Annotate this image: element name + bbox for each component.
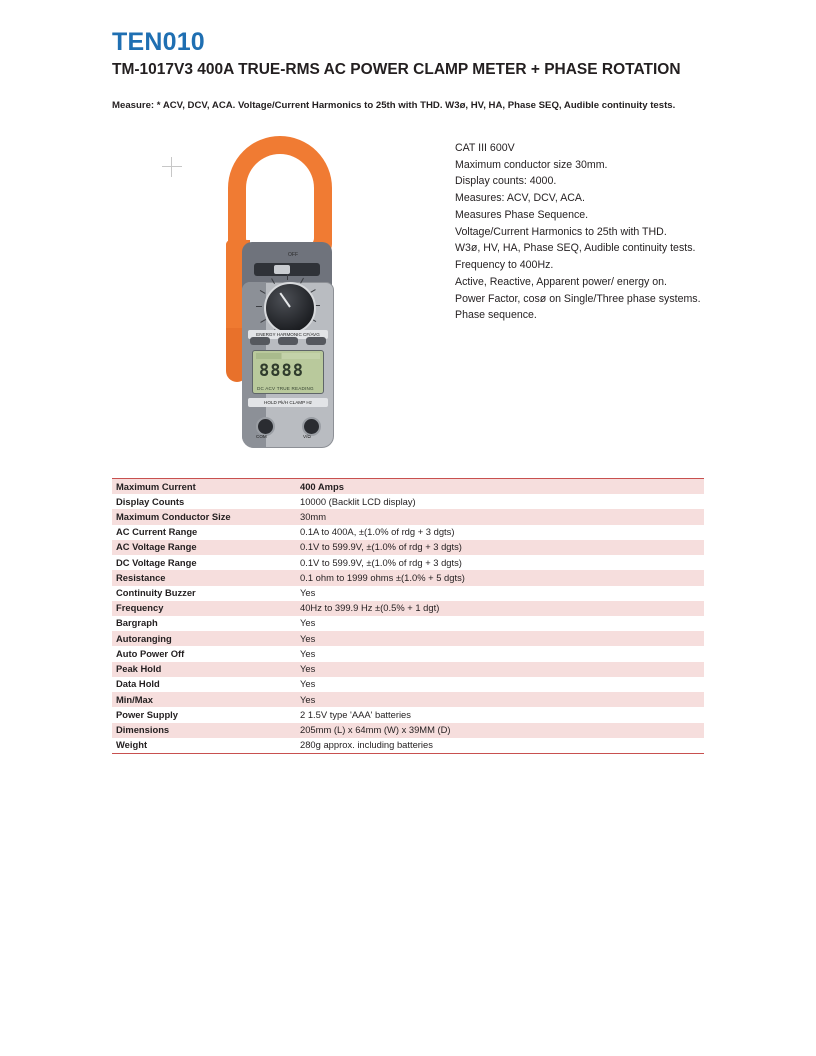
feature-list [455,140,705,324]
feature-item: Power Factor, cosø on Single/Three phase systems. [455,292,701,305]
clamp-meter-illustration [190,132,370,452]
spec-value: 0.1A to 400A, ±(1.0% of rdg + 3 dgts) [296,525,704,540]
spec-table-body [112,479,704,754]
spec-value: 2 1.5V type 'AAA' batteries [296,707,704,722]
spec-value: 205mm (L) x 64mm (W) x 39MM (D) [296,723,704,738]
spec-key: Weight [112,738,296,754]
spec-value: 10000 (Backlit LCD display) [296,494,704,509]
spec-value: Yes [296,616,704,631]
table-row [112,570,704,585]
lcd-annunciators: DC ACV TRUE READING [257,386,314,391]
feature-item: Measures Phase Sequence. [455,208,589,221]
spec-key: Peak Hold [112,662,296,677]
spec-key: Maximum Conductor Size [112,509,296,524]
lcd-display [252,350,324,394]
table-row [112,525,704,540]
spec-value: Yes [296,646,704,661]
dial-pointer [279,293,290,308]
spec-value: Yes [296,662,704,677]
feature-item: Frequency to 400Hz. [455,259,554,272]
spec-value: Yes [296,677,704,692]
spec-value: 30mm [296,509,704,524]
table-row [112,601,704,616]
spec-value: 0.1 ohm to 1999 ohms ±(1.0% + 5 dgts) [296,570,704,585]
feature-item: Phase sequence. [455,309,537,322]
spec-value: 0.1V to 599.9V, ±(1.0% of rdg + 3 dgts) [296,540,704,555]
feature-item: Maximum conductor size 30mm. [455,158,608,171]
table-row [112,540,704,555]
spec-key: Power Supply [112,707,296,722]
spec-value: Yes [296,586,704,601]
crosshair-icon [162,157,182,177]
spec-key: AC Current Range [112,525,296,540]
off-label: OFF [288,252,298,258]
feature-item: CAT III 600V [455,142,515,154]
footer-strip: HOLD Pk/H CLAMP Hz [248,398,328,407]
lcd-value: 8888 [259,361,304,381]
jack-label-com: COM [256,434,267,439]
feature-item: Active, Reactive, Apparent power/ energy on. [455,275,667,288]
rotary-dial [264,282,316,334]
table-row [112,738,704,754]
spec-key: Display Counts [112,494,296,509]
spec-key: Frequency [112,601,296,616]
table-row [112,707,704,722]
spec-value: 0.1V to 599.9V, ±(1.0% of rdg + 3 dgts) [296,555,704,570]
spec-key: Data Hold [112,677,296,692]
table-row [112,494,704,509]
table-row [112,723,704,738]
table-row [112,509,704,524]
jack-label-v-ohm: V/Ω [303,434,311,439]
button-row [250,337,326,346]
table-row [112,479,704,495]
clamp-jaw-opening [246,154,314,246]
table-row [112,555,704,570]
feature-item: Measures: ACV, DCV, ACA. [455,192,585,205]
spec-value: Yes [296,692,704,707]
spec-key: AC Voltage Range [112,540,296,555]
spec-key: Resistance [112,570,296,585]
spec-key: Continuity Buzzer [112,586,296,601]
spec-key: Bargraph [112,616,296,631]
table-row [112,646,704,661]
spec-key: Auto Power Off [112,646,296,661]
feature-item: Display counts: 4000. [455,175,557,188]
spec-key: Maximum Current [112,479,296,495]
spec-key: DC Voltage Range [112,555,296,570]
table-row [112,662,704,677]
lcd-bargraph [256,353,320,359]
spec-key: Min/Max [112,692,296,707]
table-row [112,692,704,707]
page-subtitle: Measure: * ACV, DCV, ACA. Voltage/Current Harmonics to 25th with THD. W3ø, HV, HA, Phase SEQ, Audible continuity tests. [112,100,676,111]
product-sku: TEN010 [112,28,205,56]
brand-strip: ENERGY HARMONIC CF/AVG [248,330,328,339]
table-row [112,677,704,692]
spec-value: Yes [296,631,704,646]
product-image [120,132,440,462]
table-row [112,586,704,601]
table-row [112,616,704,631]
spec-key: Dimensions [112,723,296,738]
feature-item: Voltage/Current Harmonics to 25th with THD. [455,225,667,238]
spec-value: 280g approx. including batteries [296,738,704,754]
page-title: TM-1017V3 400A TRUE-RMS AC POWER CLAMP METER + PHASE ROTATION [112,61,681,78]
feature-item: W3ø, HV, HA, Phase SEQ, Audible continuity tests. [455,242,696,255]
specifications-table [112,478,704,754]
spec-value: 40Hz to 399.9 Hz ±(0.5% + 1 dgt) [296,601,704,616]
spec-value: 400 Amps [296,479,704,495]
spec-key: Autoranging [112,631,296,646]
trigger-knob [274,265,290,274]
table-row [112,631,704,646]
